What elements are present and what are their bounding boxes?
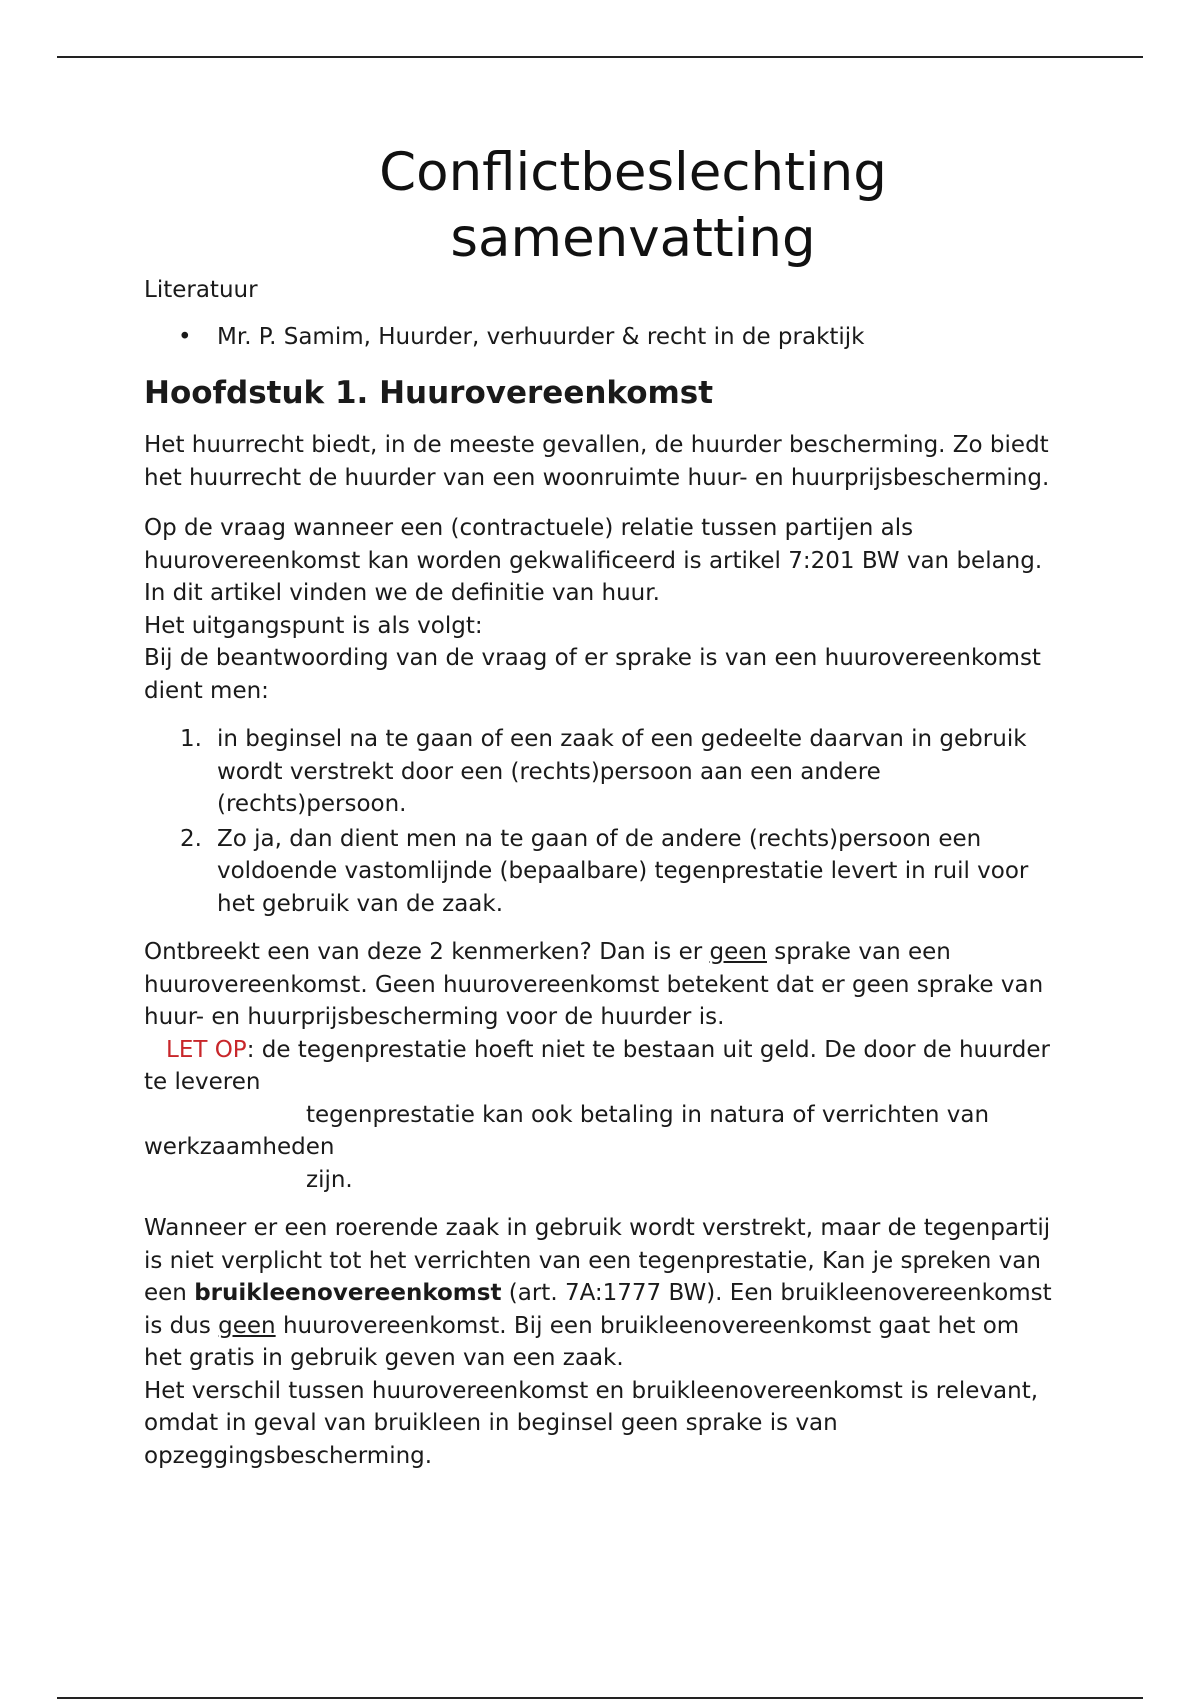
consequence-text-pre: Ontbreekt een van deze 2 kenmerken? Dan is er bbox=[144, 939, 710, 965]
chapter-heading: Hoofdstuk 1. Huurovereenkomst bbox=[144, 375, 714, 411]
title-line-1: Conflictbeslechting bbox=[379, 142, 887, 203]
paragraph-consequence bbox=[144, 936, 1064, 1034]
list-item-text: in beginsel na te gaan of een zaak of een gedeelte daarvan in gebruik wordt verstrekt door een (rechts)persoon aan een andere (rechts)persoon. bbox=[217, 726, 1027, 817]
paragraph-intro: Het huurrecht biedt, in de meeste gevallen, de huurder bescherming. Zo biedt het huurrecht de huurder van een woonruimte huur- en huurprijsbescherming. bbox=[144, 432, 1050, 491]
consequence-text-post: sprake van een huurovereenkomst. Geen huurovereenkomst betekent dat er geen sprake van huur- en huurprijsbescherming voor de huurder is. bbox=[144, 939, 1044, 1030]
list-item bbox=[144, 823, 1064, 921]
letop-text-3: zijn. bbox=[306, 1166, 353, 1193]
document-page bbox=[144, 140, 1064, 1472]
letop-line-1 bbox=[144, 1034, 1064, 1099]
paragraph-difference: Het verschil tussen huurovereenkomst en bruikleenovereenkomst is relevant, omdat in geval van bruikleen in beginsel geen sprake is van opzeggingsbescherming. bbox=[144, 1377, 1039, 1469]
bullet-icon: • bbox=[178, 323, 192, 350]
bruikleen-text-pre: Wanneer er een roerende zaak in gebruik wordt verstrekt, maar de tegenpartij is niet verplicht tot het verrichten van een tegenprestatie, Kan je spreken van een bbox=[144, 1215, 1051, 1306]
letop-label: LET OP bbox=[166, 1036, 247, 1063]
literature-label: Literatuur bbox=[144, 277, 258, 303]
criteria-list bbox=[144, 723, 1064, 920]
list-item bbox=[144, 321, 1064, 354]
definition-line: Op de vraag wanneer een (contractuele) relatie tussen partijen als huurovereenkomst kan worden gekwalificeerd is artikel 7:201 BW van belang. In dit artikel vinden we de definitie van huur. bbox=[144, 515, 1043, 606]
title-line-2: samenvatting bbox=[450, 208, 816, 269]
list-number: 1. bbox=[180, 726, 202, 752]
letop-line-2 bbox=[144, 1099, 1064, 1164]
letop-text-1: : de tegenprestatie hoeft niet te bestaan uit geld. De door de huurder te leveren bbox=[144, 1036, 1050, 1095]
literature-list bbox=[144, 321, 1064, 354]
letop-line-3 bbox=[144, 1164, 1064, 1197]
list-item bbox=[144, 723, 1064, 821]
letop-text-2: tegenprestatie kan ook betaling in natura of verrichten van werkzaamheden bbox=[144, 1101, 990, 1160]
list-number: 2. bbox=[180, 825, 202, 852]
definition-line: Het uitgangspunt is als volgt: bbox=[144, 612, 483, 639]
list-item-text: Zo ja, dan dient men na te gaan of de andere (rechts)persoon een voldoende vastomlijnde (bepaalbare) tegenprestatie levert in ruil voor het gebruik van de zaak. bbox=[217, 825, 1029, 917]
definition-line: Bij de beantwoording van de vraag of er sprake is van een huurovereenkomst dient men: bbox=[144, 645, 1041, 704]
bold-term: bruikleenovereenkomst bbox=[194, 1280, 502, 1306]
underlined-word: geen bbox=[709, 939, 767, 965]
paragraph-bruikleen bbox=[144, 1212, 1064, 1375]
top-rule bbox=[57, 56, 1143, 58]
bottom-rule bbox=[57, 1697, 1143, 1699]
letop-note bbox=[144, 1034, 1064, 1197]
document-title bbox=[144, 140, 1064, 272]
paragraph-definition bbox=[144, 512, 1064, 707]
bruikleen-text-mid: (art. 7A:1777 BW). Een bruikleenovereenkomst is dus bbox=[144, 1280, 1052, 1339]
underlined-word: geen bbox=[218, 1312, 276, 1339]
bruikleen-text-post: huurovereenkomst. Bij een bruikleenovereenkomst gaat het om het gratis in gebruik geven van een zaak. bbox=[144, 1312, 1020, 1371]
literature-item-text: Mr. P. Samim, Huurder, verhuurder & recht in de praktijk bbox=[217, 323, 865, 350]
